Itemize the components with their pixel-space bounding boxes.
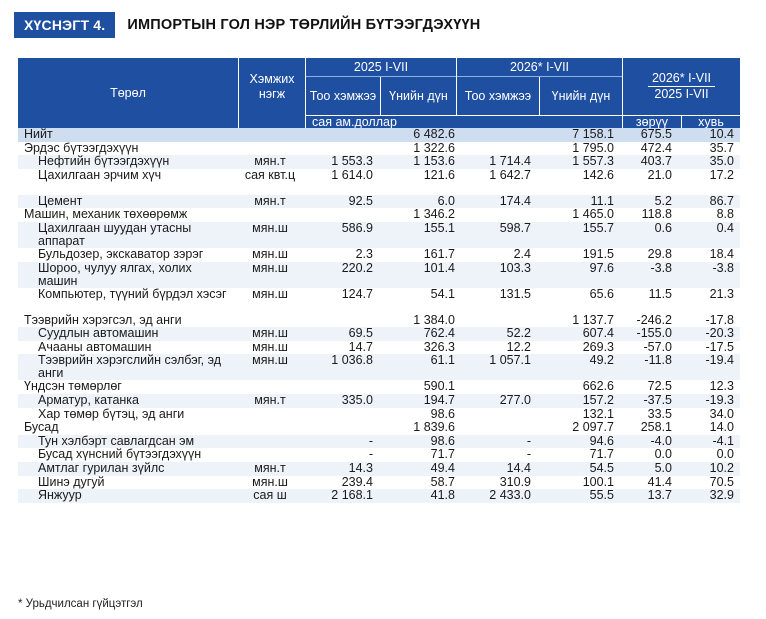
cell-value-2025: 194.7 (423, 392, 455, 407)
cell-unit: мян.т (254, 460, 286, 475)
cell-unit (240, 208, 300, 222)
cell-qty-2026 (458, 408, 531, 422)
cell-qty-2026: 52.2 (506, 326, 531, 341)
cell-pct: 32.9 (709, 488, 734, 503)
cell-pct: 17.2 (709, 167, 734, 182)
header-comparison-line2: 2025 I-VII (654, 87, 709, 101)
table-row (18, 435, 740, 449)
cell-qty-2025: 14.3 (348, 460, 373, 475)
cell-value-2025: 98.6 (430, 433, 455, 448)
cell-pct: -19.4 (705, 353, 734, 368)
cell-qty-2026: 2 433.0 (489, 488, 531, 503)
cell-type: Нийт (24, 127, 53, 141)
cell-value-2026: 97.6 (589, 260, 614, 275)
cell-unit (240, 380, 300, 394)
cell-diff: -57.0 (643, 339, 672, 354)
cell-value-2026: 1 465.0 (572, 207, 614, 222)
cell-diff: -155.0 (636, 326, 672, 341)
cell-value-2025: 326.3 (423, 339, 455, 354)
table-row (18, 489, 740, 503)
cell-type: Хар төмөр бүтэц, эд анги (38, 406, 185, 421)
footnote: * Урьдчилсан гүйцэтгэл (18, 598, 143, 610)
cell-qty-2025 (300, 208, 373, 222)
cell-value-2026: 1 137.7 (572, 312, 614, 327)
cell-pct: -19.3 (705, 392, 734, 407)
cell-pct: -17.5 (705, 339, 734, 354)
cell-value-2025: 54.1 (430, 286, 455, 301)
cell-qty-2025: - (368, 447, 373, 462)
cell-type: Машин, механик төхөөрөмж (24, 207, 188, 222)
cell-qty-2025: 1 036.8 (331, 353, 373, 368)
cell-value-2025: 58.7 (430, 474, 455, 489)
cell-unit (240, 408, 300, 422)
cell-qty-2026: - (526, 433, 531, 448)
cell-value-2026: 11.1 (590, 193, 614, 208)
cell-qty-2026 (458, 380, 531, 394)
table-row (18, 380, 740, 394)
cell-value-2026: 142.6 (582, 167, 614, 182)
cell-unit (240, 142, 300, 156)
cell-unit (240, 314, 300, 328)
cell-value-2025: 590.1 (423, 379, 455, 394)
cell-unit: мян.т (254, 392, 286, 407)
cell-value-2025: 762.4 (423, 326, 455, 341)
cell-pct: -3.8 (712, 260, 734, 275)
header-period-2026: 2026* I-VII (457, 58, 622, 77)
cell-type: Тээврийн хэрэгсэл, эд анги (24, 312, 182, 327)
cell-type: Шинэ дугуй (38, 474, 105, 489)
cell-qty-2026 (458, 208, 531, 222)
cell-qty-2025: - (368, 433, 373, 448)
header-diff: зөрүү (623, 116, 681, 128)
cell-diff: 13.7 (647, 488, 672, 503)
cell-qty-2025 (300, 408, 373, 422)
cell-qty-2025: 124.7 (341, 286, 373, 301)
cell-diff: 0.6 (654, 220, 672, 235)
cell-qty-2026: 2.4 (513, 246, 531, 261)
cell-type: Бульдозер, экскаватор зэрэг (38, 246, 204, 261)
cell-qty-2025: 220.2 (341, 260, 373, 275)
header-currency: сая ам.доллар (306, 116, 622, 128)
cell-value-2026: 662.6 (582, 379, 614, 394)
cell-unit: мян.ш (252, 353, 288, 368)
table-row (18, 476, 740, 490)
cell-diff: 0.0 (654, 447, 672, 462)
cell-unit: мян.ш (252, 286, 288, 301)
cell-type: Тээврийн хэрэгслийн сэлбэг, эд анги (38, 353, 222, 381)
cell-type: Эрдэс бүтээгдэхүүн (24, 140, 139, 155)
cell-value-2025: 49.4 (430, 460, 455, 475)
cell-qty-2026: - (526, 447, 531, 462)
table-row (18, 195, 740, 209)
cell-qty-2026: 103.3 (499, 260, 531, 275)
header-qty-2025: Тоо хэмжээ (306, 77, 380, 115)
cell-qty-2025: 239.4 (341, 474, 373, 489)
cell-unit: мян.ш (252, 246, 288, 261)
cell-pct: 35.7 (709, 140, 734, 155)
cell-diff: -11.8 (644, 353, 672, 368)
cell-diff: 33.5 (647, 406, 672, 421)
cell-type: Янжуур (38, 488, 82, 503)
cell-unit: сая ш (253, 488, 287, 503)
table-row (18, 421, 740, 435)
cell-qty-2026: 14.4 (506, 460, 531, 475)
cell-value-2026: 607.4 (582, 326, 614, 341)
cell-unit: мян.ш (252, 474, 288, 489)
cell-diff: 472.4 (640, 140, 672, 155)
cell-value-2025: 98.6 (430, 406, 455, 421)
cell-diff: 41.4 (647, 474, 672, 489)
cell-type: Шороо, чулуу ялгах, холих машин (38, 260, 192, 288)
cell-qty-2025: 1 553.3 (331, 154, 373, 169)
header-ratio: хувь (682, 116, 740, 128)
table-row (18, 394, 740, 408)
cell-pct: 21.3 (709, 286, 734, 301)
cell-qty-2025 (300, 314, 373, 328)
cell-unit: мян.ш (252, 220, 288, 235)
cell-value-2026: 94.6 (589, 433, 614, 448)
cell-type: Суудлын автомашин (38, 326, 159, 341)
cell-qty-2026: 131.5 (499, 286, 531, 301)
cell-qty-2025: 335.0 (341, 392, 373, 407)
table-header (18, 58, 740, 128)
cell-value-2025: 61.1 (430, 353, 455, 368)
cell-diff: 29.8 (647, 246, 672, 261)
cell-type: Цахилгаан эрчим хүч (38, 167, 162, 182)
cell-unit: сая квт.ц (244, 167, 296, 182)
cell-diff: -37.5 (643, 392, 672, 407)
cell-qty-2025: 14.7 (348, 339, 373, 354)
header-unit-pad (239, 116, 305, 128)
cell-qty-2026: 12.2 (506, 339, 531, 354)
import-products-table (18, 58, 740, 503)
cell-value-2026: 7 158.1 (572, 127, 614, 141)
cell-qty-2025 (300, 128, 373, 142)
cell-pct: 10.2 (709, 460, 734, 475)
cell-value-2025: 6.0 (437, 193, 455, 208)
cell-qty-2026 (458, 142, 531, 156)
header-type: Төрөл (18, 58, 238, 128)
cell-value-2025: 71.7 (430, 447, 455, 462)
cell-type: Үндсэн төмөрлөг (24, 379, 122, 394)
cell-unit: мян.ш (252, 326, 288, 341)
cell-pct: 10.4 (709, 127, 734, 141)
cell-pct: 8.8 (716, 207, 734, 222)
cell-type: Нефтийн бүтээгдэхүүн (38, 154, 170, 169)
cell-value-2025: 101.4 (423, 260, 455, 275)
header-value-2026: Үнийн дүн (540, 77, 622, 115)
cell-unit (240, 448, 300, 462)
cell-pct: 86.7 (709, 193, 734, 208)
cell-qty-2025: 69.5 (348, 326, 373, 341)
cell-unit (240, 435, 300, 449)
cell-value-2026: 54.5 (589, 460, 614, 475)
cell-type: Тун хэлбэрт савлагдсан эм (38, 433, 195, 448)
cell-qty-2026 (458, 314, 531, 328)
cell-type: Цахилгаан шуудан утасны аппарат (38, 220, 192, 248)
cell-value-2025: 1 322.6 (413, 140, 455, 155)
header-value-2025: Үнийн дүн (381, 77, 456, 115)
cell-value-2025: 161.7 (423, 246, 455, 261)
cell-type: Цемент (38, 193, 83, 208)
table-row (18, 248, 740, 262)
cell-unit: мян.т (254, 193, 286, 208)
cell-pct: -20.3 (705, 326, 734, 341)
cell-unit (240, 128, 300, 142)
cell-diff: 72.5 (647, 379, 672, 394)
cell-type: Бусад хүнсний бүтээгдэхүүн (38, 447, 202, 462)
cell-value-2025: 6 482.6 (413, 127, 455, 141)
cell-value-2026: 100.1 (582, 474, 614, 489)
cell-unit (240, 421, 300, 435)
cell-diff: 118.8 (641, 207, 672, 222)
cell-value-2025: 1 384.0 (413, 312, 455, 327)
header-comparison-line1: 2026* I-VII (648, 71, 715, 87)
cell-type: Амтлаг гурилан зүйлс (38, 460, 165, 475)
header-unit: Хэмжих нэгж (239, 58, 305, 116)
cell-qty-2026: 598.7 (499, 220, 531, 235)
cell-value-2026: 2 097.7 (572, 420, 614, 435)
cell-qty-2026: 174.4 (499, 193, 531, 208)
cell-value-2026: 71.7 (589, 447, 614, 462)
cell-unit: мян.ш (252, 339, 288, 354)
cell-diff: 403.7 (640, 154, 672, 169)
cell-value-2026: 132.1 (582, 406, 614, 421)
header-qty-2026: Тоо хэмжээ (457, 77, 539, 115)
cell-qty-2026: 310.9 (499, 474, 531, 489)
cell-diff: -246.2 (636, 312, 672, 327)
cell-value-2025: 1 153.6 (413, 154, 455, 169)
cell-qty-2026: 1 714.4 (489, 154, 531, 169)
cell-qty-2026: 277.0 (499, 392, 531, 407)
table-row (18, 262, 740, 288)
table-row (18, 155, 740, 169)
cell-unit: мян.ш (252, 260, 288, 275)
cell-type: Бусад (24, 420, 59, 435)
cell-diff: -3.8 (650, 260, 672, 275)
table-row (18, 462, 740, 476)
table-row (18, 208, 740, 222)
cell-value-2026: 49.2 (589, 353, 614, 368)
cell-diff: 675.5 (640, 127, 672, 141)
cell-pct: -17.8 (705, 312, 734, 327)
table-heading: ИМПОРТЫН ГОЛ НЭР ТӨРЛИЙН БҮТЭЭГДЭХҮҮН (127, 17, 481, 33)
cell-unit: мян.т (254, 154, 286, 169)
cell-value-2025: 155.1 (423, 220, 455, 235)
cell-value-2025: 41.8 (430, 488, 455, 503)
header-comparison (623, 58, 740, 115)
cell-pct: 35.0 (709, 154, 734, 169)
table-number-badge: ХҮСНЭГТ 4. (14, 12, 115, 38)
table-title (14, 12, 480, 38)
cell-diff: 5.0 (654, 460, 672, 475)
header-period-2025: 2025 I-VII (306, 58, 456, 77)
cell-type: Компьютер, түүний бүрдэл хэсэг (38, 286, 227, 301)
cell-value-2026: 191.5 (582, 246, 614, 261)
cell-value-2026: 155.7 (582, 220, 614, 235)
cell-qty-2025: 92.5 (348, 193, 373, 208)
cell-pct: 12.3 (709, 379, 734, 394)
table-row (18, 354, 740, 380)
cell-value-2026: 55.5 (589, 488, 614, 503)
table-row (18, 448, 740, 462)
cell-qty-2025: 1 614.0 (331, 167, 373, 182)
cell-value-2026: 65.6 (589, 286, 614, 301)
table-row (18, 288, 740, 314)
cell-type: Арматур, катанка (38, 392, 139, 407)
cell-qty-2026 (458, 421, 531, 435)
cell-value-2025: 121.6 (423, 167, 455, 182)
cell-qty-2025: 2.3 (355, 246, 373, 261)
cell-pct: 0.0 (716, 447, 734, 462)
cell-pct: 14.0 (709, 420, 734, 435)
cell-qty-2026: 1 642.7 (489, 167, 531, 182)
cell-value-2026: 1 795.0 (572, 140, 614, 155)
cell-pct: 0.4 (716, 220, 734, 235)
cell-qty-2025: 586.9 (341, 220, 373, 235)
cell-value-2025: 1 346.2 (413, 207, 455, 222)
cell-value-2026: 269.3 (582, 339, 614, 354)
table-row (18, 169, 740, 195)
cell-value-2026: 1 557.3 (572, 154, 614, 169)
table-row (18, 408, 740, 422)
cell-value-2025: 1 839.6 (413, 420, 455, 435)
cell-qty-2025 (300, 142, 373, 156)
cell-diff: 5.2 (654, 193, 672, 208)
table-row (18, 128, 740, 142)
table-body (18, 128, 740, 503)
cell-pct: -4.1 (712, 433, 734, 448)
table-row (18, 222, 740, 248)
cell-pct: 18.4 (709, 246, 734, 261)
table-row (18, 142, 740, 156)
cell-diff: 21.0 (647, 167, 672, 182)
cell-diff: 258.1 (640, 420, 672, 435)
cell-value-2026: 157.2 (582, 392, 614, 407)
cell-diff: 11.5 (648, 286, 672, 301)
cell-qty-2026 (458, 128, 531, 142)
table-row (18, 327, 740, 341)
cell-qty-2026: 1 057.1 (489, 353, 531, 368)
cell-pct: 70.5 (709, 474, 734, 489)
cell-qty-2025: 2 168.1 (331, 488, 373, 503)
cell-qty-2025 (300, 380, 373, 394)
cell-qty-2025 (300, 421, 373, 435)
table-row (18, 314, 740, 328)
cell-type: Ачааны автомашин (38, 339, 152, 354)
table-row (18, 341, 740, 355)
cell-diff: -4.0 (650, 433, 672, 448)
cell-pct: 34.0 (709, 406, 734, 421)
